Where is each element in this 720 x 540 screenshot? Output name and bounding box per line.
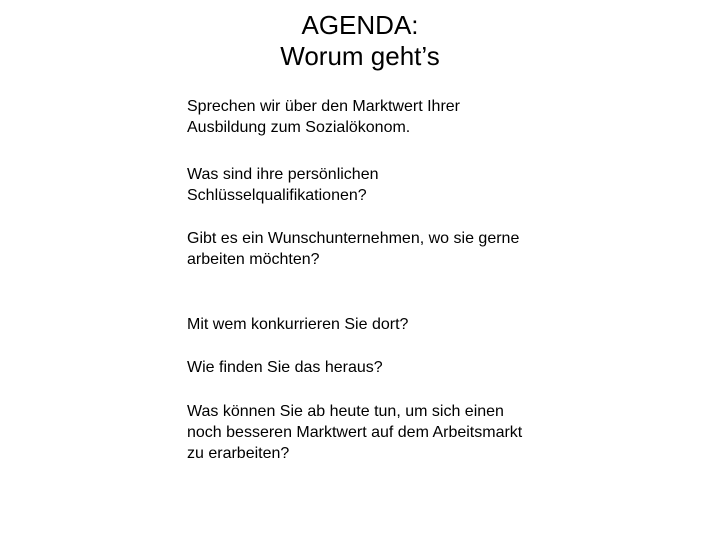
paragraph-line: Mit wem konkurrieren Sie dort? [187, 316, 409, 333]
title-line-2: Worum geht’s [280, 41, 440, 71]
paragraph-line: Wie finden Sie das heraus? [187, 359, 383, 376]
paragraph-line: Schlüsselqualifikationen? [187, 187, 367, 204]
paragraph-line: noch besseren Marktwert auf dem Arbeitsmarkt [187, 424, 523, 441]
paragraph-line: arbeiten möchten? [187, 251, 320, 268]
paragraph-line: Ausbildung zum Sozialökonom. [187, 119, 411, 136]
paragraph-herausfinden [187, 357, 383, 378]
paragraph-ab-heute [187, 401, 522, 464]
paragraph-line: Was sind ihre persönlichen [187, 166, 379, 183]
paragraph-line: Was können Sie ab heute tun, um sich einen [187, 403, 504, 420]
paragraph-marktwert [187, 96, 460, 138]
paragraph-schluesselqualifikationen [187, 164, 379, 206]
paragraph-line: Gibt es ein Wunschunternehmen, wo sie gerne [187, 230, 520, 247]
paragraph-line: Sprechen wir über den Marktwert Ihrer [187, 98, 460, 115]
paragraph-wunschunternehmen [187, 228, 519, 270]
paragraph-line: zu erarbeiten? [187, 445, 290, 462]
paragraph-konkurrenz [187, 314, 408, 335]
title-line-1: AGENDA: [301, 10, 419, 40]
slide-title [210, 10, 510, 72]
